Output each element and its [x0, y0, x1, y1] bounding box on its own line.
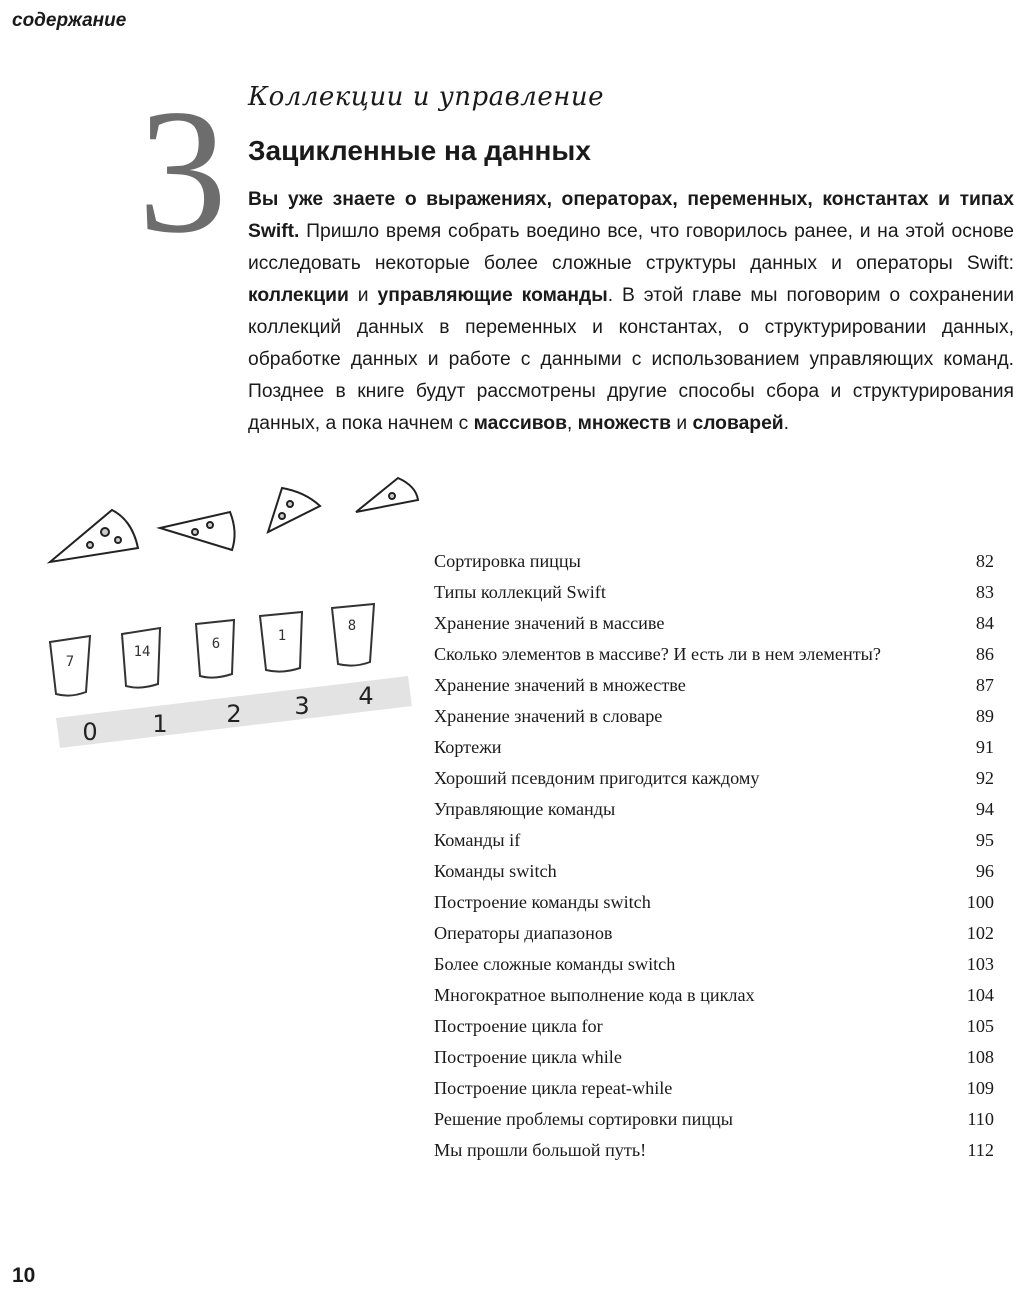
chapter-intro	[248, 184, 1014, 440]
toc-row[interactable]	[434, 701, 994, 732]
intro-and-2: и	[670, 413, 693, 434]
toc-label: Хранение значений в массиве	[434, 613, 665, 633]
chapter-number: 3	[138, 72, 227, 270]
table-of-contents	[434, 546, 994, 1166]
toc-label: Построение цикла for	[434, 1016, 603, 1036]
intro-term-control: управляющие команды	[377, 285, 608, 306]
pizza-slice-icon	[356, 478, 418, 512]
toc-page: 96	[975, 861, 994, 881]
running-head: содержание	[12, 10, 127, 31]
toc-page: 100	[966, 892, 994, 912]
toc-label: Типы коллекций Swift	[434, 582, 606, 602]
intro-text-2: . В этой главе мы поговорим о сохранении коллекций данных в переменных и константах, о структурировании данных, обработке данных и работе с данными с использованием управляющих команд. Позднее в книге будут рассмотрены другие способы сбора и структурирования данных, а пока начнем с	[248, 285, 1015, 434]
intro-comma: ,	[566, 413, 578, 434]
intro-term-arrays: массивов	[473, 413, 567, 434]
toc-label: Построение команды switch	[434, 892, 651, 912]
toc-row[interactable]	[434, 732, 994, 763]
pizza-slice-icon	[50, 510, 138, 562]
intro-term-collections: коллекции	[248, 285, 349, 306]
intro-term-sets: множеств	[577, 413, 671, 434]
toc-label: Хранение значений в словаре	[434, 706, 663, 726]
toc-page: 86	[975, 644, 994, 664]
toc-page: 112	[967, 1140, 994, 1160]
index-label: 0	[82, 718, 98, 746]
index-label: 3	[294, 692, 310, 720]
toc-page: 83	[975, 582, 994, 602]
toc-label: Хранение значений в множестве	[434, 675, 686, 695]
toc-label: Управляющие команды	[434, 799, 616, 819]
toc-row[interactable]	[434, 1135, 994, 1166]
toc-page: 110	[967, 1109, 994, 1129]
toc-page: 95	[975, 830, 994, 850]
toc-row[interactable]	[434, 546, 994, 577]
glass-value: 7	[65, 654, 75, 670]
toc-row[interactable]	[434, 794, 994, 825]
toc-label: Сколько элементов в массиве? И есть ли в нем элементы?	[434, 644, 881, 664]
intro-text-1: Пришло время собрать воедино все, что говорилось ранее, и на этой основе исследовать некоторые более сложные структуры данных и операторы Swift:	[248, 221, 1014, 274]
intro-lead: Вы уже знаете о выражениях, операторах, переменных, константах и типах Swift.	[248, 189, 1014, 242]
toc-row[interactable]	[434, 949, 994, 980]
toc-label: Мы прошли большой путь!	[434, 1140, 647, 1160]
index-label: 2	[226, 700, 242, 728]
intro-and-1: и	[348, 285, 378, 306]
toc-label: Команды switch	[434, 861, 557, 881]
toc-row[interactable]	[434, 980, 994, 1011]
toc-label: Команды if	[434, 830, 521, 850]
toc-label: Сортировка пиццы	[434, 551, 581, 571]
glass-value: 6	[211, 636, 221, 652]
intro-end: .	[783, 413, 789, 434]
toc-row[interactable]	[434, 608, 994, 639]
toc-label: Построение цикла repeat-while	[434, 1078, 673, 1098]
toc-page: 104	[966, 985, 994, 1005]
toc-row[interactable]	[434, 670, 994, 701]
toc-page: 94	[975, 799, 994, 819]
pizza-slice-icon	[268, 488, 320, 532]
toc-label: Хороший псевдоним пригодится каждому	[434, 768, 760, 788]
chapter-title: Зацикленные на данных	[248, 135, 591, 166]
toc-row[interactable]	[434, 887, 994, 918]
toc-row[interactable]	[434, 856, 994, 887]
toc-page: 109	[966, 1078, 994, 1098]
toc-row[interactable]	[434, 1011, 994, 1042]
toc-label: Построение цикла while	[434, 1047, 622, 1067]
toc-label: Кортежи	[434, 737, 502, 757]
toc-page: 91	[975, 737, 994, 757]
glass-value: 14	[133, 644, 151, 660]
toc-page: 84	[975, 613, 994, 633]
page-number: 10	[12, 1264, 36, 1287]
toc-page: 92	[975, 768, 994, 788]
toc-label: Более сложные команды switch	[434, 954, 676, 974]
toc-page: 87	[975, 675, 994, 695]
toc-row[interactable]	[434, 918, 994, 949]
index-label: 4	[358, 682, 374, 710]
chapter-subtitle: Коллекции и управление	[248, 82, 605, 112]
toc-row[interactable]	[434, 577, 994, 608]
toc-page: 103	[966, 954, 994, 974]
toc-row[interactable]	[434, 825, 994, 856]
toc-row[interactable]	[434, 1042, 994, 1073]
toc-row[interactable]	[434, 639, 994, 670]
toc-label: Операторы диапазонов	[434, 923, 613, 943]
intro-term-dicts: словарей	[692, 413, 784, 434]
toc-row[interactable]	[434, 1104, 994, 1135]
toc-page: 82	[975, 551, 994, 571]
pizza-slice-icon	[160, 512, 235, 550]
glass-value: 8	[347, 618, 357, 634]
toc-label: Многократное выполнение кода в циклах	[434, 985, 755, 1005]
toc-page: 105	[966, 1016, 994, 1036]
toc-row[interactable]	[434, 763, 994, 794]
toc-row[interactable]	[434, 1073, 994, 1104]
index-label: 1	[152, 710, 168, 738]
toc-page: 102	[966, 923, 994, 943]
toc-page: 89	[975, 706, 994, 726]
toc-page: 108	[966, 1047, 994, 1067]
glass-value: 1	[277, 628, 287, 644]
pizza-array-illustration	[20, 470, 420, 760]
toc-label: Решение проблемы сортировки пиццы	[434, 1109, 734, 1129]
